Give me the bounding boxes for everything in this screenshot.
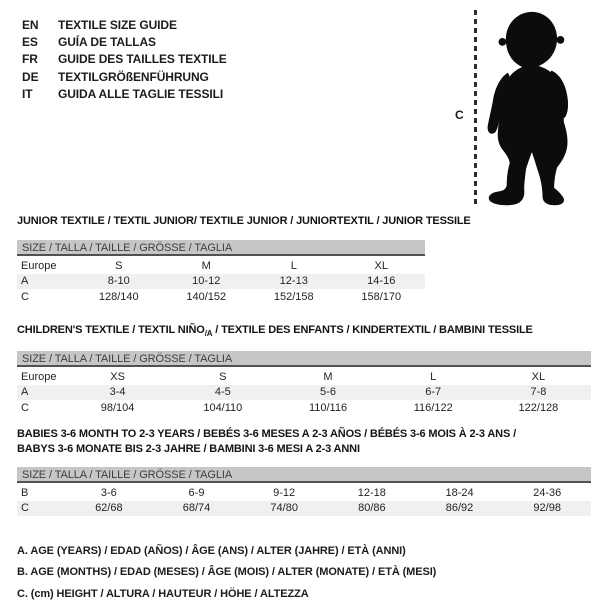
children-title-prefix: CHILDREN'S TEXTILE / TEXTIL NIÑO [17, 324, 205, 336]
size-cell: 152/158 [273, 290, 314, 303]
size-cell: 110/116 [308, 401, 348, 414]
size-cell: S [219, 370, 227, 383]
size-cell: 14-16 [367, 275, 396, 288]
language-row-es [22, 33, 227, 50]
language-code: IT [22, 86, 33, 101]
size-cell: L [430, 370, 437, 383]
table-row-months [17, 485, 591, 501]
table-row-height [17, 501, 591, 517]
height-measure-label: C [455, 108, 464, 122]
size-cell: 6-7 [425, 386, 442, 399]
language-title: GUIDE DES TAILLES TEXTILE [58, 52, 227, 67]
row-label: A [21, 275, 29, 288]
size-cell: 3-4 [109, 386, 126, 399]
size-cell: 74/80 [270, 502, 298, 515]
size-cell: 122/128 [518, 401, 559, 414]
table-row-age [17, 274, 425, 290]
babies-title-line1: BABIES 3-6 MONTH TO 2-3 YEARS / BEBÉS 3-6 MESES A 2-3 AÑOS / BÉBÉS 3-6 MOIS À 2-3 ANS / [17, 428, 516, 440]
size-cell: L [290, 259, 297, 272]
size-cell: 5-6 [320, 386, 336, 399]
size-cell: 8-10 [107, 275, 130, 288]
size-cell: 158/170 [361, 290, 402, 303]
size-cell: 10-12 [192, 275, 221, 288]
language-code: FR [22, 52, 38, 67]
size-cell: 80/86 [358, 502, 386, 515]
language-title: GUÍA DE TALLAS [58, 34, 156, 49]
language-row-en [22, 16, 227, 33]
junior-size-header-bar: SIZE / TALLA / TAILLE / GRÖSSE / TAGLIA [17, 240, 425, 256]
note-age-months: B. AGE (MONTHS) / EDAD (MESES) / ÂGE (MOIS) / ALTER (MONATE) / ETÀ (MESI) [17, 566, 437, 579]
size-cell: XS [110, 370, 125, 383]
language-title: GUIDA ALLE TAGLIE TESSILI [58, 86, 224, 101]
language-title: TEXTILE SIZE GUIDE [58, 17, 177, 32]
size-cell: 140/152 [186, 290, 227, 303]
size-cell: 62/68 [95, 502, 123, 515]
children-table-title [17, 324, 533, 336]
size-cell: 104/110 [203, 401, 243, 414]
row-label: C [21, 502, 29, 515]
size-cell: 7-8 [530, 386, 547, 399]
junior-table [17, 258, 425, 305]
children-size-header-bar: SIZE / TALLA / TAILLE / GRÖSSE / TAGLIA [17, 351, 591, 367]
table-row-europe [17, 369, 591, 385]
row-label: C [21, 401, 29, 414]
note-height-cm: C. (cm) HEIGHT / ALTURA / HAUTEUR / HÖHE / ALTEZZA [17, 587, 309, 600]
size-cell: S [115, 259, 123, 272]
height-dashed-line [474, 10, 477, 206]
language-row-fr [22, 51, 227, 68]
children-title-subscript: /A [204, 328, 213, 338]
children-title-suffix: / TEXTILE DES ENFANTS / KINDERTEXTIL / BAMBINI TESSILE [212, 324, 533, 336]
table-row-height [17, 400, 591, 416]
babies-table-title [17, 427, 577, 457]
language-row-it [22, 85, 227, 102]
language-code: ES [22, 34, 38, 49]
size-cell: 24-36 [533, 486, 562, 499]
row-label: C [21, 290, 29, 303]
row-label: Europe [21, 259, 57, 272]
size-cell: 86/92 [445, 502, 474, 515]
legend-notes [17, 540, 436, 600]
size-cell: 98/104 [100, 401, 135, 414]
row-label: A [21, 386, 29, 399]
junior-table-title: JUNIOR TEXTILE / TEXTIL JUNIOR/ TEXTILE JUNIOR / JUNIORTEXTIL / JUNIOR TESSILE [17, 215, 471, 227]
size-cell: 12-18 [357, 486, 386, 499]
row-label: B [21, 486, 29, 499]
size-cell: M [323, 370, 333, 383]
toddler-silhouette-icon [482, 8, 576, 213]
language-code: DE [22, 69, 39, 84]
size-cell: 9-12 [273, 486, 296, 499]
size-cell: 128/140 [98, 290, 139, 303]
children-table [17, 369, 591, 416]
language-title: TEXTILGRÖßENFÜHRUNG [58, 69, 209, 84]
size-cell: 116/122 [413, 401, 453, 414]
language-title-list [22, 16, 227, 102]
size-cell: XL [374, 259, 388, 272]
babies-table [17, 485, 591, 516]
babies-title-line2: BABYS 3-6 MONATE BIS 2-3 JAHRE / BAMBINI 3-6 MESI A 2-3 ANNI [17, 443, 360, 455]
size-cell: 18-24 [445, 486, 474, 499]
size-cell: 4-5 [214, 386, 231, 399]
size-cell: 3-6 [100, 486, 117, 499]
size-cell: XL [531, 370, 546, 383]
size-cell: 6-9 [188, 486, 205, 499]
note-age-years: A. AGE (YEARS) / EDAD (AÑOS) / ÂGE (ANS) / ALTER (JAHRE) / ETÀ (ANNI) [17, 544, 406, 557]
size-cell: M [201, 259, 211, 272]
language-code: EN [22, 17, 39, 32]
size-cell: 92/98 [533, 502, 561, 515]
table-row-europe [17, 258, 425, 274]
table-row-height [17, 289, 425, 305]
language-row-de [22, 68, 227, 85]
row-label: Europe [21, 370, 57, 383]
size-cell: 68/74 [182, 502, 211, 515]
table-row-age [17, 385, 591, 401]
size-cell: 12-13 [279, 275, 308, 288]
babies-size-header-bar: SIZE / TALLA / TAILLE / GRÖSSE / TAGLIA [17, 467, 591, 483]
